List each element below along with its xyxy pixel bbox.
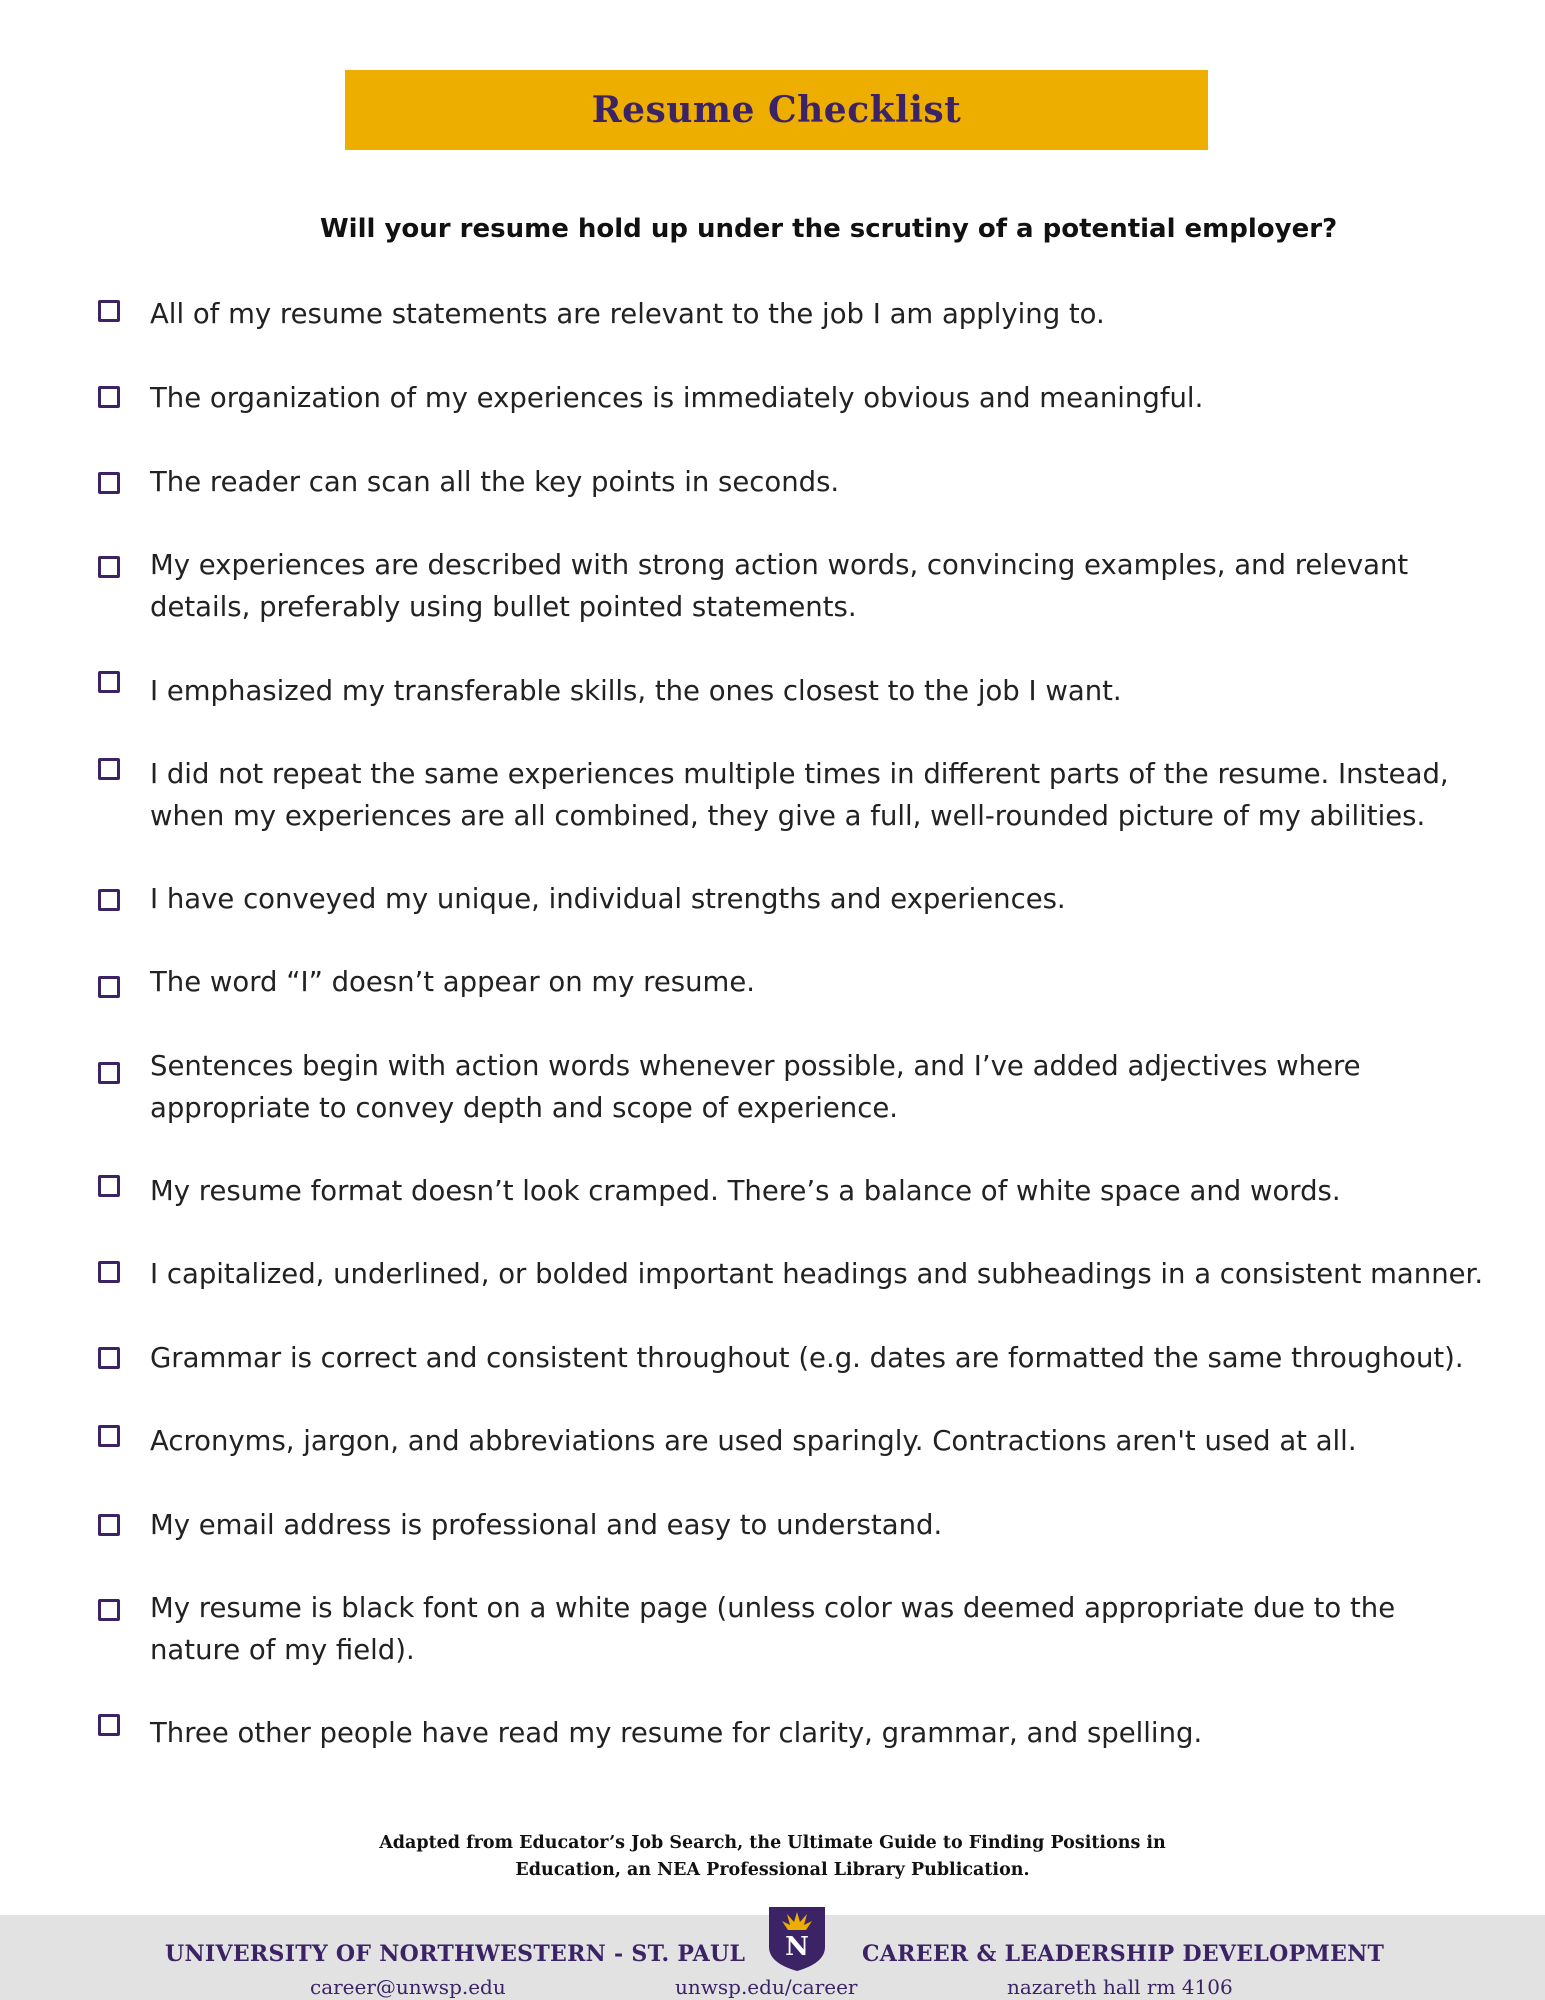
checkbox-icon[interactable]: [98, 1347, 120, 1369]
checkbox-icon[interactable]: [98, 758, 120, 780]
footer-location: nazareth hall rm 4106: [1007, 1975, 1233, 1999]
university-name: UNIVERSITY OF NORTHWESTERN - ST. PAUL: [165, 1941, 746, 1967]
credit-line-1: Adapted from Educator’s Job Search, the Ultimate Guide to Finding Positions in: [379, 1833, 1166, 1853]
item-line-1: The organization of my experiences is immediately obvious and meaningful.: [150, 382, 1204, 414]
item-line-1: All of my resume statements are relevant to the job I am applying to.: [150, 298, 1105, 330]
department-name: CAREER & LEADERSHIP DEVELOPMENT: [862, 1941, 1385, 1967]
item-line-1: I capitalized, underlined, or bolded important headings and subheadings in a consistent manner.: [150, 1258, 1484, 1290]
item-line-1: Grammar is correct and consistent throughout (e.g. dates are formatted the same throughout).: [150, 1342, 1464, 1374]
checkbox-icon[interactable]: [98, 1062, 120, 1084]
item-line-1: My experiences are described with strong action words, convincing examples, and relevant: [150, 549, 1409, 581]
item-line-1: I did not repeat the same experiences multiple times in different parts of the resume. Instead,: [150, 758, 1449, 790]
checkbox-icon[interactable]: [98, 671, 120, 693]
checkbox-icon[interactable]: [98, 386, 120, 408]
checkbox-icon[interactable]: [98, 1261, 120, 1283]
item-line-1: I emphasized my transferable skills, the ones closest to the job I want.: [150, 675, 1122, 707]
checkbox-icon[interactable]: [98, 889, 120, 911]
source-credit: [300, 1830, 1245, 1884]
item-line-2: details, preferably using bullet pointed statements.: [150, 591, 857, 623]
item-line-2: when my experiences are all combined, they give a full, well-rounded picture of my abilities.: [150, 800, 1426, 832]
checkbox-icon[interactable]: [98, 1599, 120, 1621]
checkbox-icon[interactable]: [98, 472, 120, 494]
footer-website-link[interactable]: unwsp.edu/career: [675, 1975, 858, 1999]
checkbox-icon[interactable]: [98, 1514, 120, 1536]
item-line-1: Acronyms, jargon, and abbreviations are used sparingly. Contractions aren't used at all.: [150, 1425, 1357, 1457]
checkbox-icon[interactable]: [98, 976, 120, 998]
item-line-1: The reader can scan all the key points in seconds.: [150, 466, 840, 498]
item-line-1: The word “I” doesn’t appear on my resume.: [150, 966, 755, 998]
item-line-1: I have conveyed my unique, individual strengths and experiences.: [150, 883, 1066, 915]
footer-email-link[interactable]: career@unwsp.edu: [310, 1975, 506, 1999]
checkbox-icon[interactable]: [98, 1714, 120, 1736]
checkbox-icon[interactable]: [98, 1175, 120, 1197]
item-line-1: Three other people have read my resume for clarity, grammar, and spelling.: [150, 1717, 1203, 1749]
item-line-1: My resume format doesn’t look cramped. There’s a balance of white space and words.: [150, 1175, 1341, 1207]
item-line-1: My email address is professional and easy to understand.: [150, 1509, 943, 1541]
checkbox-icon[interactable]: [98, 1425, 120, 1447]
crest-letter: N: [785, 1932, 809, 1962]
university-crest-icon: [767, 1903, 827, 1973]
subtitle: Will your resume hold up under the scrutiny of a potential employer?: [320, 214, 1338, 244]
item-line-1: Sentences begin with action words whenever possible, and I’ve added adjectives where: [150, 1050, 1361, 1082]
page-title: Resume Checklist: [591, 89, 962, 131]
credit-line-2: Education, an NEA Professional Library Publication.: [515, 1860, 1030, 1880]
title-banner: [345, 70, 1208, 150]
checkbox-icon[interactable]: [98, 300, 120, 322]
checkbox-icon[interactable]: [98, 556, 120, 578]
item-line-2: nature of my field).: [150, 1634, 415, 1666]
item-line-1: My resume is black font on a white page (unless color was deemed appropriate due to the: [150, 1592, 1396, 1624]
item-line-2: appropriate to convey depth and scope of experience.: [150, 1092, 898, 1124]
